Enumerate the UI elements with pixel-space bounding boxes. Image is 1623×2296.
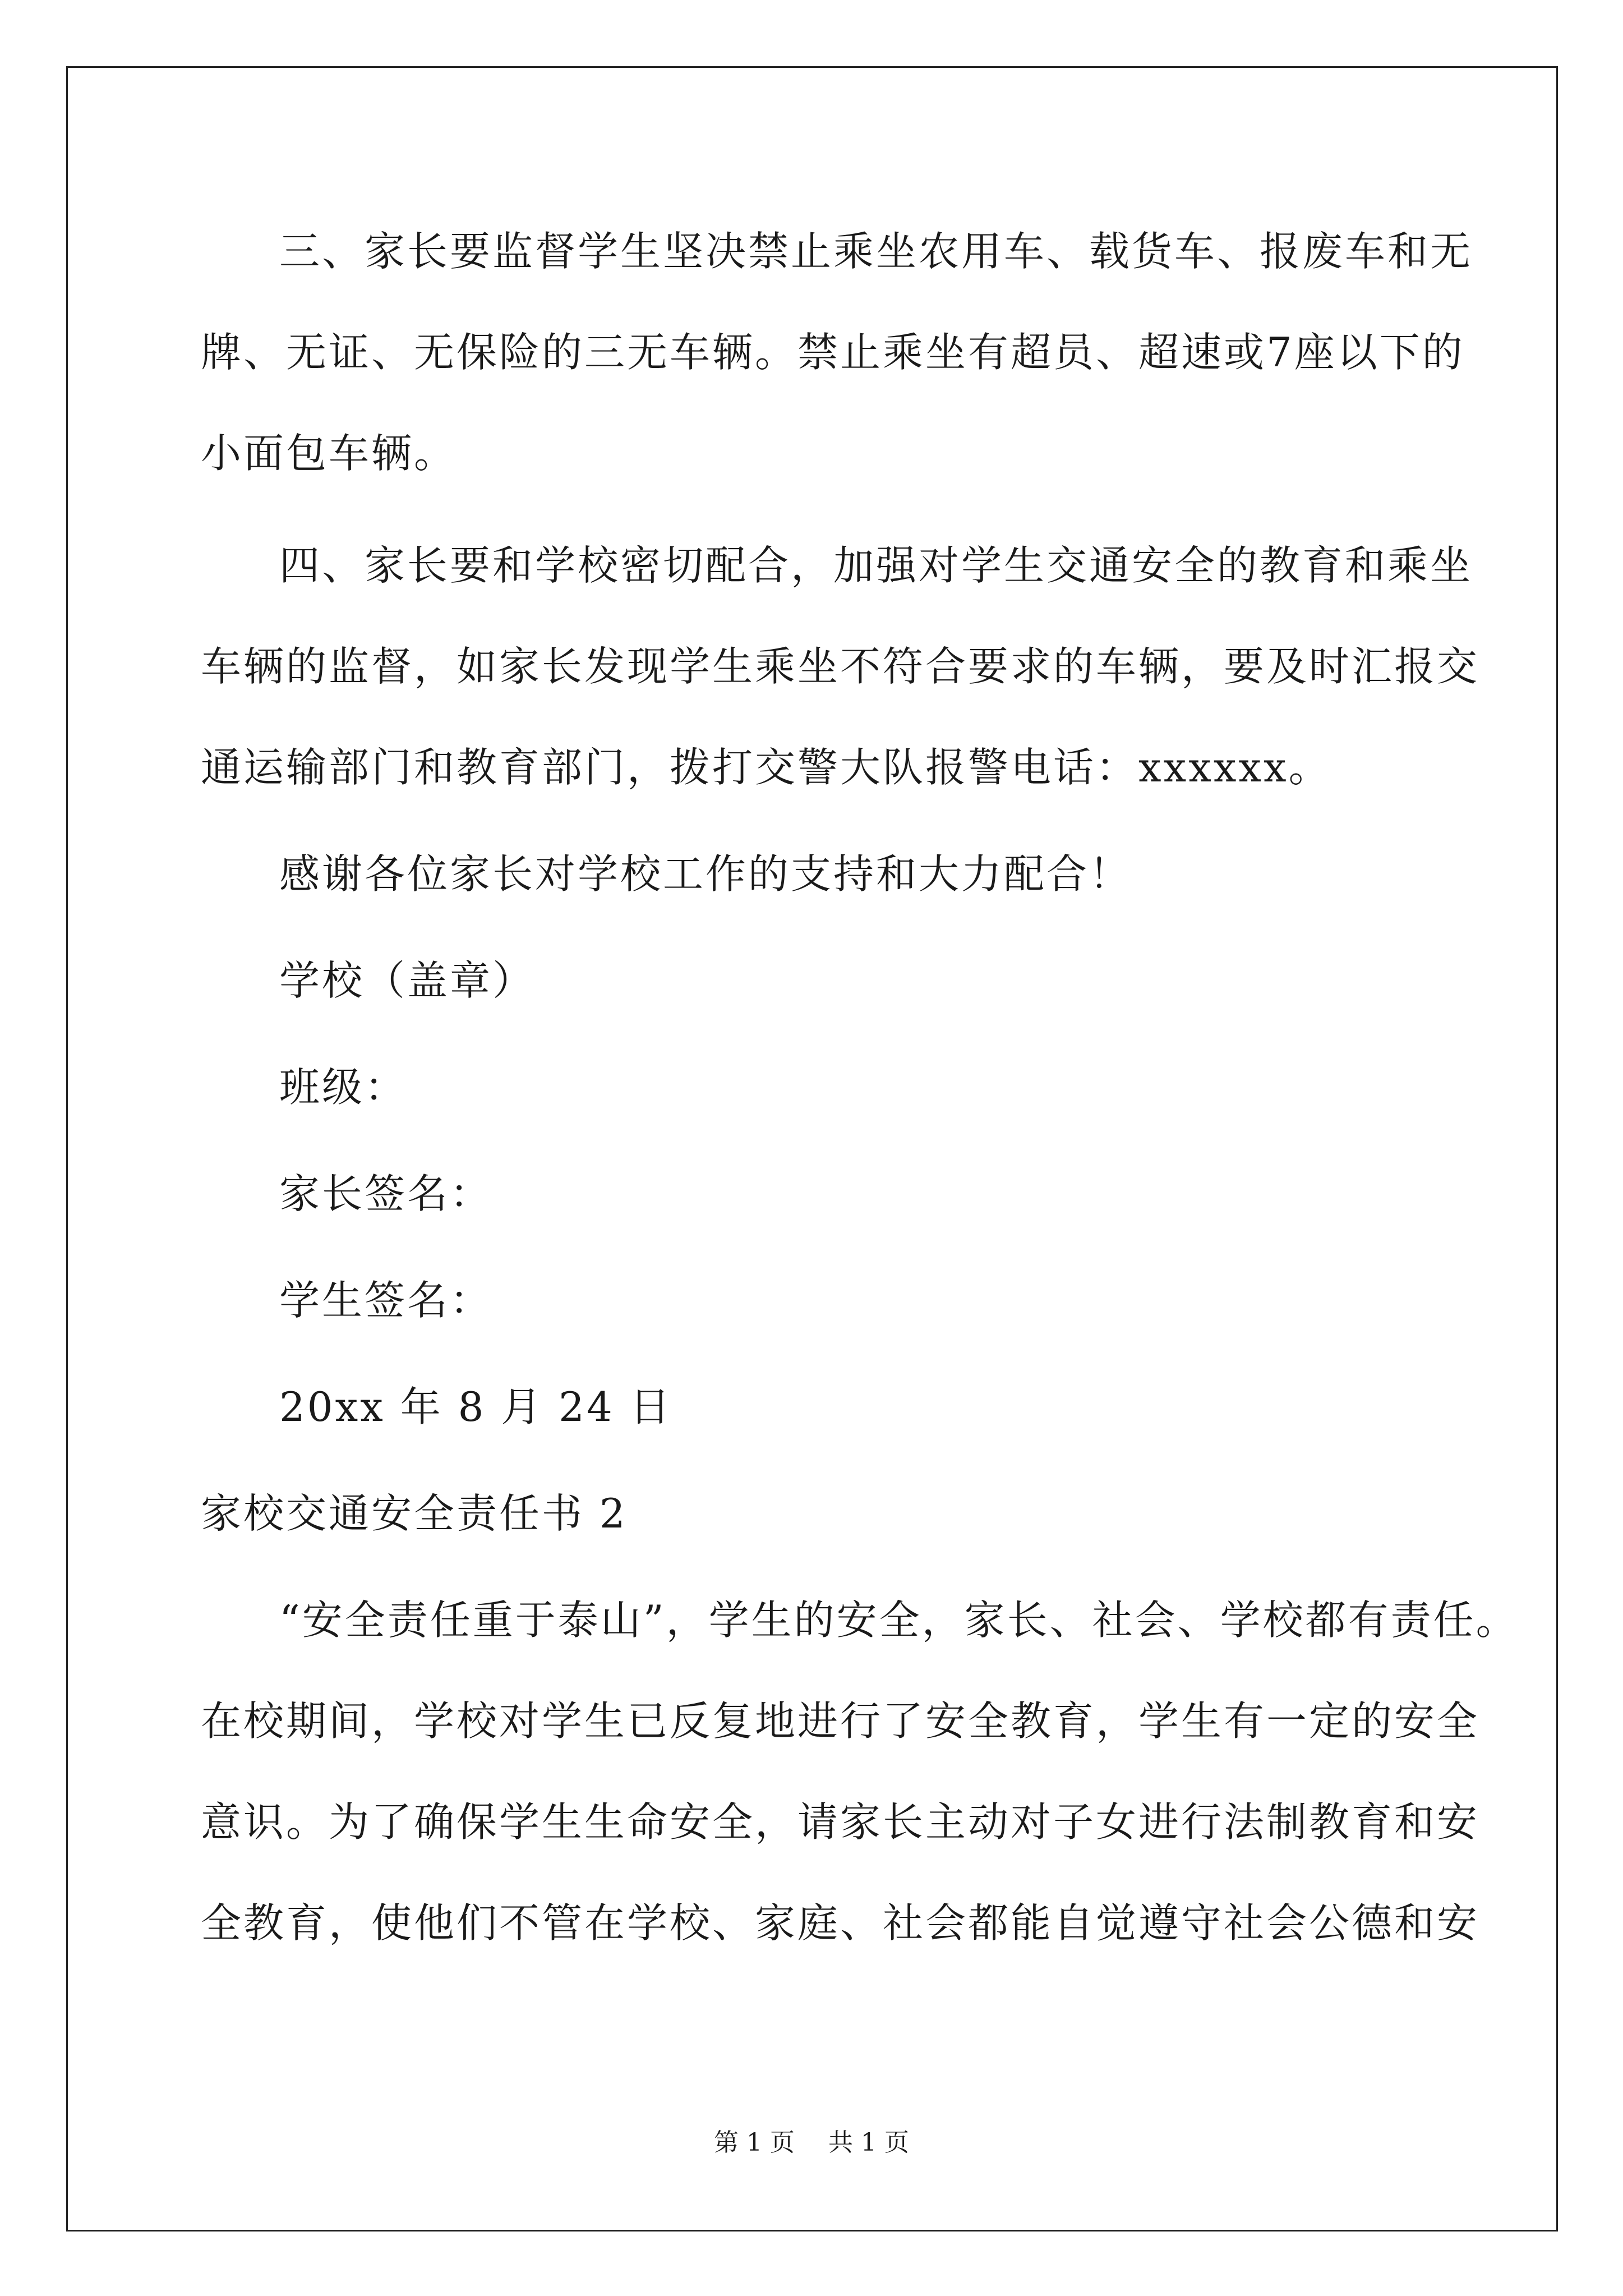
paragraph-4-line-1: 四、家长要和学校密切配合，加强对学生交通安全的教育和乘坐 — [279, 542, 1473, 589]
paragraph-5-line-1: “安全责任重于泰山”，学生的安全，家长、社会、学校都有责任。 — [279, 1596, 1519, 1644]
school-seal-line: 学校（盖章） — [279, 957, 536, 1004]
date-line: 20xx 年 8 月 24 日 — [279, 1383, 672, 1430]
paragraph-4-line-2: 车辆的监督，如家长发现学生乘坐不符合要求的车辆，要及时汇报交 — [201, 643, 1480, 690]
paragraph-3-line-3: 小面包车辆。 — [201, 430, 457, 477]
paragraph-5-line-4: 全教育，使他们不管在学校、家庭、社会都能自觉遵守社会公德和安 — [201, 1899, 1480, 1947]
total-pages: 共 1 页 — [828, 2128, 909, 2157]
parent-signature-line: 家长签名： — [279, 1170, 493, 1217]
paragraph-5-line-3: 意识。为了确保学生生命安全，请家长主动对子女进行法制教育和安 — [201, 1798, 1480, 1846]
paragraph-3-line-2: 牌、无证、无保险的三无车辆。禁止乘坐有超员、超速或7座以下的 — [201, 329, 1465, 376]
page-footer — [0, 2126, 1623, 2160]
class-line: 班级： — [279, 1064, 408, 1111]
thanks-line: 感谢各位家长对学校工作的支持和大力配合！ — [279, 850, 1132, 898]
paragraph-5-line-2: 在校期间，学校对学生已反复地进行了安全教育，学生有一定的安全 — [201, 1697, 1480, 1745]
paragraph-4-line-3: 通运输部门和教育部门，拨打交警大队报警电话：xxxxxx。 — [201, 744, 1331, 791]
student-signature-line: 学生签名： — [279, 1277, 493, 1324]
section-title: 家校交通安全责任书 2 — [201, 1490, 628, 1537]
page-number: 第 1 页 — [714, 2128, 795, 2157]
paragraph-3-line-1: 三、家长要监督学生坚决禁止乘坐农用车、载货车、报废车和无 — [279, 228, 1473, 275]
